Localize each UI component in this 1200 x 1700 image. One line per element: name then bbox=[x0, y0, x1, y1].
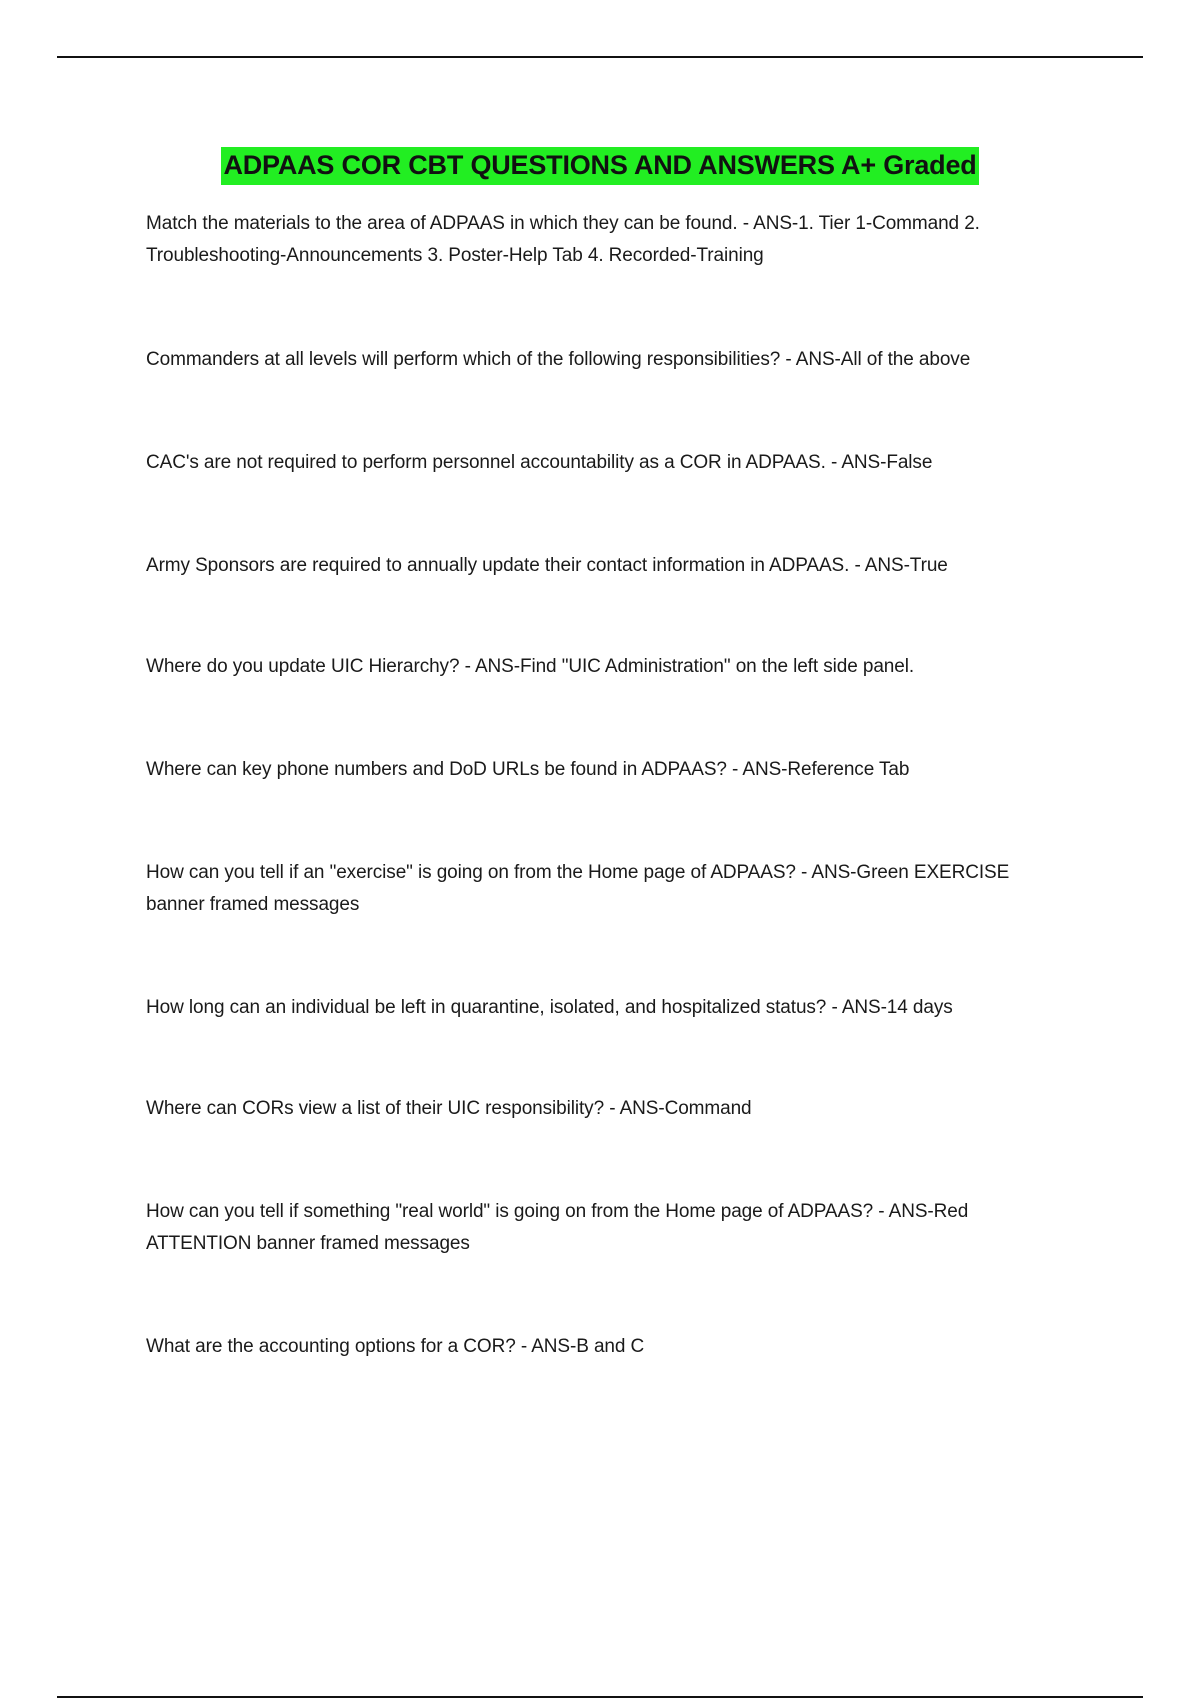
qa-item-8: How long can an individual be left in quarantine, isolated, and hospitalized status? - ANS-14 days bbox=[146, 997, 953, 1018]
qa-item-10: How can you tell if something "real world" is going on from the Home page of ADPAAS? - ANS-Red ATTENTION banner framed messages bbox=[146, 1201, 969, 1254]
document-title: ADPAAS COR CBT QUESTIONS AND ANSWERS A+ Graded bbox=[221, 147, 978, 185]
title-container bbox=[0, 147, 1200, 185]
qa-item-6: Where can key phone numbers and DoD URLs be found in ADPAAS? - ANS-Reference Tab bbox=[146, 759, 910, 780]
qa-item-7: How can you tell if an "exercise" is going on from the Home page of ADPAAS? - ANS-Green EXERCISE banner framed messages bbox=[146, 862, 1010, 915]
qa-item-5: Where do you update UIC Hierarchy? - ANS-Find "UIC Administration" on the left side panel. bbox=[146, 656, 915, 677]
qa-item-3: CAC's are not required to perform personnel accountability as a COR in ADPAAS. - ANS-False bbox=[146, 452, 933, 473]
qa-item-4: Army Sponsors are required to annually update their contact information in ADPAAS. - ANS-True bbox=[146, 555, 948, 576]
qa-item-2: Commanders at all levels will perform which of the following responsibilities? - ANS-All of the above bbox=[146, 349, 971, 370]
qa-item-1: Match the materials to the area of ADPAAS in which they can be found. - ANS-1. Tier 1-Command 2. Troubleshooting-Announcements 3. Poster-Help Tab 4. Recorded-Training bbox=[146, 213, 980, 266]
qa-item-9: Where can CORs view a list of their UIC responsibility? - ANS-Command bbox=[146, 1098, 752, 1119]
bottom-rule bbox=[57, 1696, 1143, 1698]
top-rule bbox=[57, 56, 1143, 58]
qa-item-11: What are the accounting options for a COR? - ANS-B and C bbox=[146, 1336, 645, 1357]
